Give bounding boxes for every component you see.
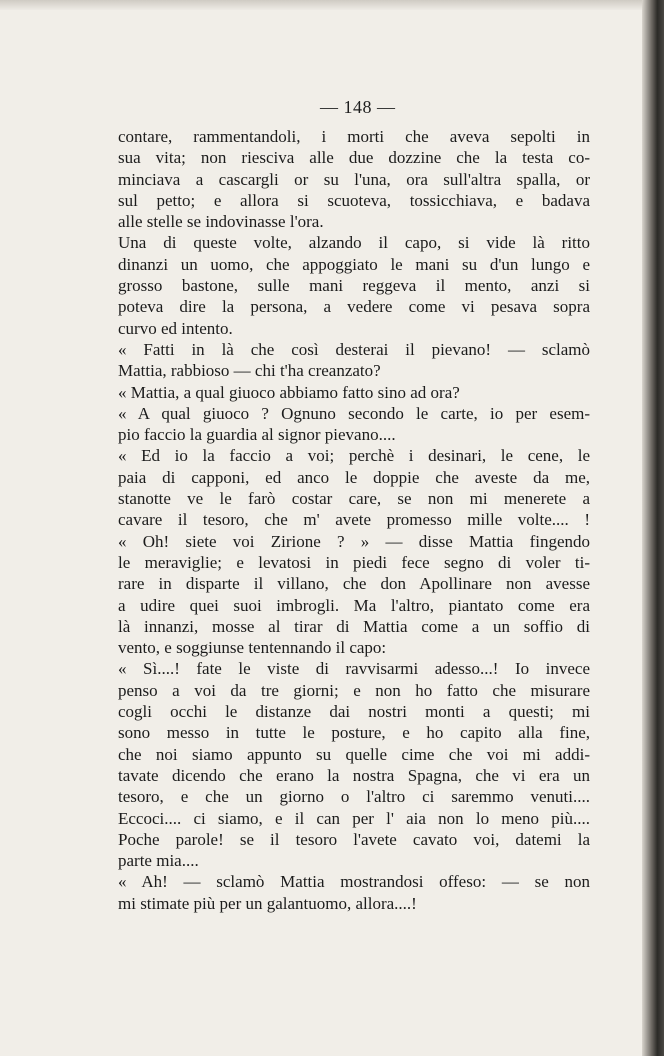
text-line: che noi siamo appunto su quelle cime che voi mi addi- <box>118 744 590 764</box>
text-line: « Mattia, a qual giuoco abbiamo fatto sino ad ora? <box>118 382 460 402</box>
text-line: parte mia.... <box>118 851 199 871</box>
text-line: penso a voi da tre giorni; e non ho fatto che misurare <box>118 680 590 700</box>
text-line: paia di capponi, ed anco le doppie che aveste da me, <box>118 467 590 487</box>
text-line: contare, rammentandoli, i morti che aveva sepolti in <box>118 127 590 146</box>
text-line: cavare il tesoro, che m' avete promesso mille volte.... ! <box>118 510 590 530</box>
text-line: cogli occhi le distanze dai nostri monti a questi; mi <box>118 702 590 722</box>
text-line: « Sì....! fate le viste di ravvisarmi adesso...! Io invece <box>118 659 590 679</box>
text-line: dinanzi un uomo, che appoggiato le mani su d'un lungo e <box>118 254 590 274</box>
text-line: vento, e soggiunse tentennando il capo: <box>118 638 387 658</box>
text-line: poteva dire la persona, a vedere come vi pesava sopra <box>118 297 590 317</box>
book-binding-edge <box>642 0 664 1056</box>
text-line: « Ed io la faccio a voi; perchè i desinari, le cene, le <box>118 446 590 466</box>
text-line: « Ah! — sclamò Mattia mostrandosi offeso: — se non <box>118 872 590 892</box>
text-line: sua vita; non riesciva alle due dozzine che la testa co- <box>118 148 590 168</box>
body-text <box>118 126 590 914</box>
text-line: là innanzi, mosse al tirar di Mattia come a un soffio di <box>118 616 590 636</box>
text-line: pio faccio la guardia al signor pievano.... <box>118 425 396 445</box>
text-line: mi stimate più per un galantuomo, allora....! <box>118 893 417 913</box>
text-line: rare in disparte il villano, che don Apollinare non avesse <box>118 574 590 594</box>
text-line: grosso bastone, sulle mani reggeva il mento, anzi si <box>118 276 590 296</box>
text-line: alle stelle se indovinasse l'ora. <box>118 212 324 232</box>
page-number: — 148 — <box>320 97 396 117</box>
text-line: Mattia, rabbioso — chi t'ha creanzato? <box>118 361 381 381</box>
text-line: curvo ed intento. <box>118 318 233 338</box>
text-line: « Fatti in là che così desterai il pievano! — sclamò <box>118 339 590 359</box>
text-line: minciava a cascargli or su l'una, ora sull'altra spalla, or <box>118 169 590 189</box>
page-top-shadow <box>0 0 664 10</box>
text-line: sono messo in tutte le posture, e ho capito alla fine, <box>118 723 590 743</box>
text-line: « A qual giuoco ? Ognuno secondo le carte, io per esem- <box>118 403 590 423</box>
text-line: Una di queste volte, alzando il capo, si vide là ritto <box>118 233 590 253</box>
text-line: Eccoci.... ci siamo, e il can per l' aia non lo meno più.... <box>118 808 590 828</box>
text-line: le meraviglie; e levatosi in piedi fece segno di voler ti- <box>118 552 590 572</box>
text-line: tavate dicendo che erano la nostra Spagna, che vi era un <box>118 765 590 785</box>
text-line: a udire quei suoi imbrogli. Ma l'altro, piantato come era <box>118 595 590 615</box>
text-line: Poche parole! se il tesoro l'avete cavato voi, datemi la <box>118 829 590 849</box>
text-line: « Oh! siete voi Zirione ? » — disse Mattia fingendo <box>118 531 590 551</box>
text-line: stanotte ve le farò costar care, se non mi menerete a <box>118 489 590 509</box>
text-line: tesoro, e che un giorno o l'altro ci saremmo venuti.... <box>118 787 590 807</box>
text-line: sul petto; e allora si scuoteva, tossicchiava, e badava <box>118 190 590 210</box>
